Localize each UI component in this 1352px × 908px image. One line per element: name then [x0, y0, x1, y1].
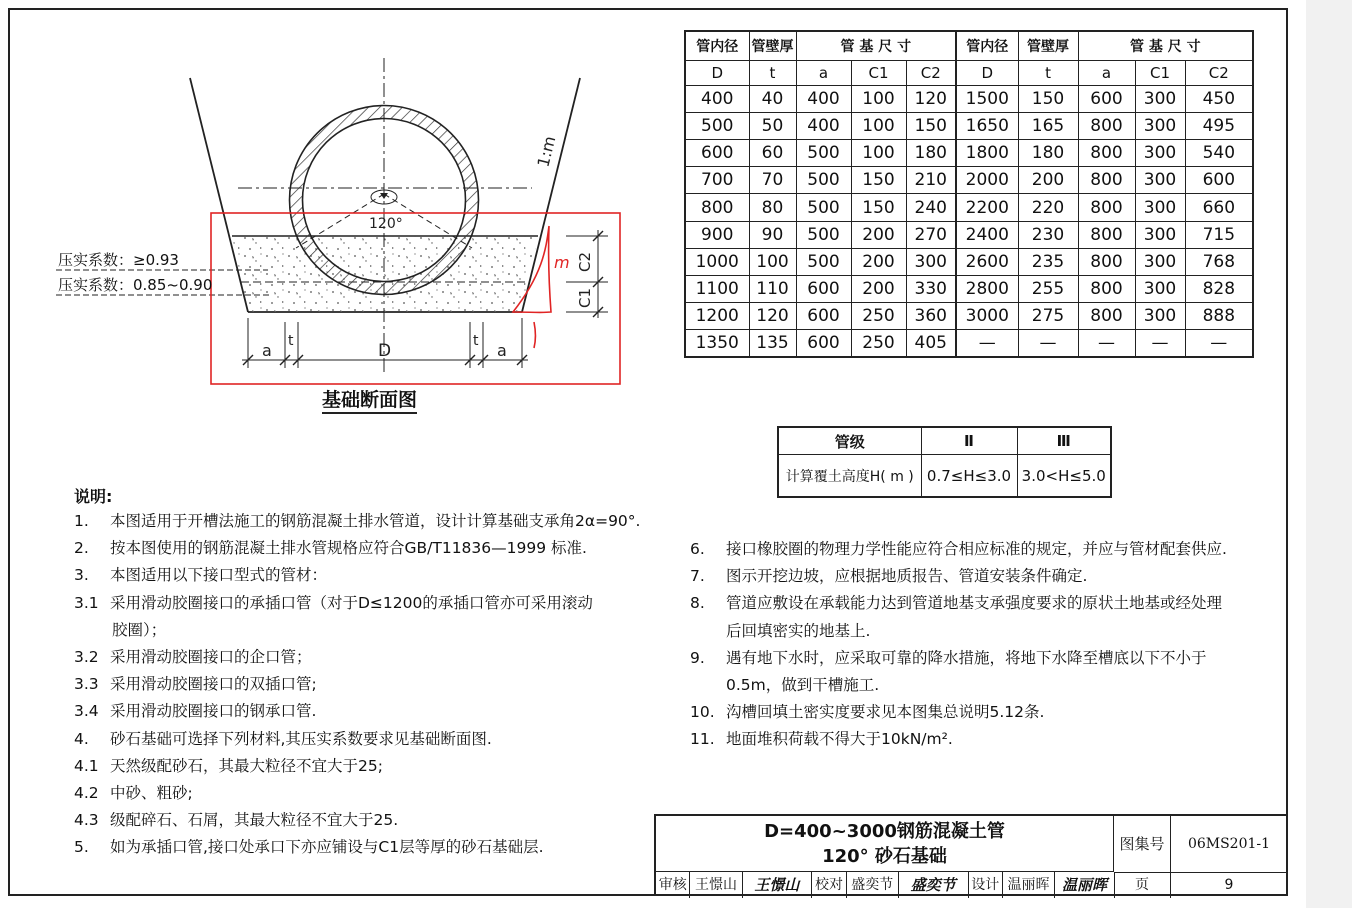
- table-cell: 2200: [956, 194, 1018, 221]
- note-item: [74, 671, 664, 698]
- table-header-row: [685, 31, 1253, 61]
- note-number: 8.: [690, 594, 705, 613]
- subheader-cell: C1: [1135, 61, 1185, 86]
- review-name: 王憬山: [690, 872, 742, 898]
- table-cell: 500: [796, 248, 851, 275]
- note-number: 3.: [74, 566, 89, 585]
- dim-a-right: a: [497, 341, 507, 360]
- table-cell: 250: [851, 302, 906, 329]
- table-cell: 600: [796, 329, 851, 357]
- note-number: 2.: [74, 539, 89, 558]
- table-cell: 180: [1018, 140, 1078, 167]
- table-cell: 400: [796, 113, 851, 140]
- subheader-cell: a: [796, 61, 851, 86]
- note-item: [74, 535, 664, 562]
- table-cell: 500: [685, 113, 749, 140]
- table-cell: 1100: [685, 275, 749, 302]
- note-number: 4.3: [74, 811, 99, 830]
- table-cell: 70: [749, 167, 796, 194]
- table-cell: 400: [685, 86, 749, 113]
- table-cell: 800: [1078, 275, 1135, 302]
- table-cell: 235: [1018, 248, 1078, 275]
- compaction-lower-label: 压实系数：0.85~0.90: [58, 276, 213, 294]
- signature-row: [656, 872, 1115, 898]
- table-cell: 888: [1185, 302, 1253, 329]
- dim-t-right: t: [473, 333, 479, 349]
- table-cell: 300: [1135, 275, 1185, 302]
- design-label: 设计: [969, 872, 1003, 898]
- note-number: 9.: [690, 648, 705, 667]
- grade-header-row: [778, 427, 1111, 455]
- table-cell: 100: [851, 113, 906, 140]
- table-row: [685, 167, 1253, 194]
- note-text: 级配碎石、石屑，其最大粒径不宜大于25.: [110, 811, 399, 830]
- table-cell: —: [1135, 329, 1185, 357]
- notes-left-list: [74, 508, 664, 861]
- table-cell: 800: [1078, 113, 1135, 140]
- table-cell: 300: [1135, 248, 1185, 275]
- table-cell: 110: [749, 275, 796, 302]
- drawing-title-line1: D=400~3000钢筋混凝土管: [764, 821, 1005, 842]
- note-item: [74, 644, 664, 671]
- table-row: [685, 329, 1253, 357]
- header-wall-thickness: 管壁厚: [749, 31, 796, 61]
- table-cell: 828: [1185, 275, 1253, 302]
- note-item: [74, 617, 664, 644]
- subheader-cell: C1: [851, 61, 906, 86]
- table-cell: 100: [851, 86, 906, 113]
- review-signature: 王憬山: [743, 872, 813, 898]
- table-cell: 500: [796, 140, 851, 167]
- note-text: 砂石基础可选择下列材料,其压实系数要求见基础断面图.: [110, 729, 492, 748]
- table-row: [685, 302, 1253, 329]
- table-cell: 135: [749, 329, 796, 357]
- check-signature: 盛奕节: [899, 872, 969, 898]
- note-number: 3.2: [74, 647, 99, 666]
- note-number: 3.1: [74, 593, 99, 612]
- table-cell: 2800: [956, 275, 1018, 302]
- note-text: 接口橡胶圈的物理力学性能应符合相应标准的规定，并应与管材配套供应.: [726, 540, 1227, 558]
- note-item: [74, 780, 664, 807]
- table-cell: 80: [749, 194, 796, 221]
- table-cell: 1800: [956, 140, 1018, 167]
- note-item: [690, 699, 1280, 726]
- table-cell: 800: [1078, 302, 1135, 329]
- note-item: [74, 807, 664, 834]
- subheader-cell: D: [956, 61, 1018, 86]
- table-row: [685, 140, 1253, 167]
- table-cell: 250: [851, 329, 906, 357]
- note-item: [690, 726, 1280, 753]
- table-cell: 240: [906, 194, 956, 221]
- header-base-size-2: 管 基 尺 寸: [1078, 31, 1253, 61]
- table-cell: 200: [851, 248, 906, 275]
- viewer-scroll-gutter[interactable]: [1306, 0, 1352, 908]
- page-label: 页: [1114, 872, 1171, 898]
- red-handdrawn-tick: [534, 322, 536, 348]
- table-cell: 2600: [956, 248, 1018, 275]
- table-cell: 200: [851, 221, 906, 248]
- table-cell: 660: [1185, 194, 1253, 221]
- dim-a-left: a: [262, 341, 272, 360]
- table-cell: 200: [851, 275, 906, 302]
- table-cell: 100: [851, 140, 906, 167]
- table-cell: 60: [749, 140, 796, 167]
- note-item: [690, 645, 1280, 672]
- table-cell: 150: [1018, 86, 1078, 113]
- note-item: [74, 698, 664, 725]
- dim-c2: C2: [576, 251, 594, 272]
- table-cell: 360: [906, 302, 956, 329]
- title-block: [654, 814, 1288, 896]
- dim-c1: C1: [576, 287, 594, 308]
- drawing-title-line2: 120° 砂石基础: [822, 846, 947, 867]
- note-number: 6.: [690, 540, 705, 558]
- table-cell: 100: [749, 248, 796, 275]
- note-number: 11.: [690, 730, 715, 749]
- note-text: 中砂、粗砂;: [110, 783, 193, 802]
- note-text: 如为承插口管,接口处承口下亦应铺设与C1层等厚的砂石基础层.: [110, 838, 544, 857]
- cover-height-label: 计算覆土高度H( m ): [778, 455, 921, 498]
- table-cell: 150: [906, 113, 956, 140]
- note-text: 图示开挖边坡，应根据地质报告、管道安装条件确定.: [726, 567, 1088, 586]
- table-row: [685, 194, 1253, 221]
- note-item: [74, 753, 664, 780]
- section-title: 基础断面图: [322, 388, 417, 414]
- table-subheader-row: [685, 61, 1253, 86]
- note-number: 5.: [74, 838, 89, 857]
- note-text: 天然级配砂石，其最大粒径不宜大于25;: [110, 756, 383, 775]
- table-cell: 3000: [956, 302, 1018, 329]
- table-cell: 495: [1185, 113, 1253, 140]
- dim-t-left: t: [288, 333, 294, 349]
- note-text: 本图适用以下接口型式的管材：: [110, 566, 328, 585]
- table-row: [685, 86, 1253, 113]
- note-text: 遇有地下水时，应采取可靠的降水措施，将地下水降至槽底以下不小于: [726, 648, 1207, 667]
- subheader-cell: C2: [906, 61, 956, 86]
- check-label: 校对: [812, 872, 846, 898]
- note-text: 沟槽回填土密实度要求见本图集总说明5.12条.: [726, 703, 1045, 722]
- atlas-number-value: 06MS201-1: [1170, 816, 1288, 873]
- table-cell: 540: [1185, 140, 1253, 167]
- table-cell: 405: [906, 329, 956, 357]
- notes-right-list: [690, 536, 1280, 754]
- table-cell: 275: [1018, 302, 1078, 329]
- grade-3-range: 3.0<H≤5.0: [1017, 455, 1111, 498]
- drawing-title: [656, 816, 1114, 872]
- note-text: 后回填密实的地基上.: [726, 621, 871, 640]
- dim-d: D: [378, 341, 392, 361]
- foundation-section-drawing: [0, 0, 660, 420]
- table-cell: 600: [796, 275, 851, 302]
- note-text: 0.5m，做到干槽施工.: [726, 675, 880, 694]
- note-item: [690, 590, 1280, 617]
- table-cell: 120: [749, 302, 796, 329]
- atlas-number-label: 图集号: [1114, 816, 1171, 873]
- note-number: 4.1: [74, 756, 99, 775]
- table-cell: 2400: [956, 221, 1018, 248]
- note-item: [74, 508, 664, 535]
- grade-2-range: 0.7≤H≤3.0: [921, 455, 1017, 498]
- header-wall-thickness-2: 管壁厚: [1018, 31, 1078, 61]
- table-cell: 800: [685, 194, 749, 221]
- table-cell: —: [1078, 329, 1135, 357]
- table-cell: 800: [1078, 221, 1135, 248]
- table-cell: 600: [1185, 167, 1253, 194]
- subheader-cell: a: [1078, 61, 1135, 86]
- table-cell: 150: [851, 194, 906, 221]
- table-cell: 300: [1135, 86, 1185, 113]
- subheader-cell: t: [1018, 61, 1078, 86]
- note-item: [690, 672, 1280, 699]
- note-item: [74, 834, 664, 861]
- review-label: 审核: [656, 872, 690, 898]
- note-text: 采用滑动胶圈接口的钢承口管.: [110, 702, 317, 721]
- table-cell: 600: [685, 140, 749, 167]
- table-cell: 220: [1018, 194, 1078, 221]
- table-cell: 800: [1078, 248, 1135, 275]
- table-cell: 1200: [685, 302, 749, 329]
- table-row: [685, 221, 1253, 248]
- grade-3-header: Ⅲ: [1017, 427, 1111, 455]
- note-item: [74, 590, 664, 617]
- note-text: 按本图使用的钢筋混凝土排水管规格应符合GB/T11836—1999 标准.: [110, 539, 587, 558]
- design-name: 温丽晖: [1003, 872, 1055, 898]
- table-cell: 165: [1018, 113, 1078, 140]
- note-text: 管道应敷设在承载能力达到管道地基支承强度要求的原状土地基或经处理: [726, 594, 1223, 613]
- table-cell: 210: [906, 167, 956, 194]
- subheader-cell: C2: [1185, 61, 1253, 86]
- note-number: 3.4: [74, 702, 99, 721]
- grade-2-header: Ⅱ: [921, 427, 1017, 455]
- trench-right-wall: [522, 78, 580, 312]
- table-cell: 1650: [956, 113, 1018, 140]
- table-cell: 715: [1185, 221, 1253, 248]
- table-cell: 180: [906, 140, 956, 167]
- angle-label: 120°: [369, 216, 403, 232]
- note-item: [690, 618, 1280, 645]
- design-signature: 温丽晖: [1062, 876, 1108, 894]
- note-text: 采用滑动胶圈接口的双插口管;: [110, 675, 317, 694]
- table-cell: 800: [1078, 140, 1135, 167]
- subheader-cell: D: [685, 61, 749, 86]
- table-cell: 400: [796, 86, 851, 113]
- table-cell: 2000: [956, 167, 1018, 194]
- table-cell: 700: [685, 167, 749, 194]
- table-cell: 500: [796, 194, 851, 221]
- note-text: 地面堆积荷载不得大于10kN/m².: [726, 730, 953, 749]
- note-number: 4.: [74, 729, 89, 748]
- table-row: [685, 275, 1253, 302]
- notes-title: 说明:: [74, 487, 113, 506]
- table-cell: 500: [796, 167, 851, 194]
- table-cell: 330: [906, 275, 956, 302]
- table-cell: 270: [906, 221, 956, 248]
- table-cell: 1000: [685, 248, 749, 275]
- table-cell: 230: [1018, 221, 1078, 248]
- pipe-dimension-table: [684, 30, 1254, 358]
- table-cell: 1500: [956, 86, 1018, 113]
- table-row: [685, 113, 1253, 140]
- slope-label: 1:m: [533, 134, 560, 169]
- table-cell: 300: [1135, 302, 1185, 329]
- table-cell: 50: [749, 113, 796, 140]
- table-cell: 800: [1078, 194, 1135, 221]
- table-cell: 300: [1135, 221, 1185, 248]
- check-name: 盛奕节: [847, 872, 899, 898]
- table-cell: 120: [906, 86, 956, 113]
- grade-value-row: [778, 455, 1111, 498]
- table-cell: 768: [1185, 248, 1253, 275]
- compaction-upper-label: 压实系数：≥0.93: [58, 251, 179, 269]
- note-item: [74, 726, 664, 753]
- table-cell: 1350: [685, 329, 749, 357]
- table-cell: 200: [1018, 167, 1078, 194]
- sand-foundation: [232, 236, 538, 312]
- note-item: [74, 562, 664, 589]
- note-number: 10.: [690, 703, 715, 722]
- note-text: 采用滑动胶圈接口的企口管；: [110, 647, 312, 666]
- table-cell: 800: [1078, 167, 1135, 194]
- note-item: [690, 563, 1280, 590]
- table-cell: 600: [1078, 86, 1135, 113]
- page-number: 9: [1224, 877, 1234, 893]
- red-annotation-m: m: [554, 253, 570, 272]
- table-cell: 300: [1135, 140, 1185, 167]
- table-cell: 600: [796, 302, 851, 329]
- note-number: 1.: [74, 512, 89, 530]
- table-cell: 150: [851, 167, 906, 194]
- note-number: 4.2: [74, 783, 99, 802]
- header-inner-diameter: 管内径: [685, 31, 749, 61]
- table-cell: —: [1185, 329, 1253, 357]
- table-cell: 900: [685, 221, 749, 248]
- note-number: 3.3: [74, 675, 99, 694]
- header-base-size: 管 基 尺 寸: [796, 31, 956, 61]
- table-cell: 300: [1135, 194, 1185, 221]
- note-text: 本图适用于开槽法施工的钢筋混凝土排水管道，设计计算基础支承角2α=90°.: [110, 512, 641, 530]
- table-cell: 90: [749, 221, 796, 248]
- note-text: 采用滑动胶圈接口的承插口管（对于D≤1200的承插口管亦可采用滚动: [110, 593, 593, 612]
- table-cell: 255: [1018, 275, 1078, 302]
- note-text: 胶圈）；: [112, 620, 167, 639]
- table-cell: 300: [1135, 167, 1185, 194]
- note-number: 7.: [690, 567, 705, 586]
- pipe-grade-table: [777, 426, 1112, 498]
- table-cell: 300: [906, 248, 956, 275]
- table-cell: 450: [1185, 86, 1253, 113]
- table-cell: —: [1018, 329, 1078, 357]
- subheader-cell: t: [749, 61, 796, 86]
- table-cell: 500: [796, 221, 851, 248]
- table-body: [685, 86, 1253, 357]
- header-inner-diameter-2: 管内径: [956, 31, 1018, 61]
- grade-header-label: 管级: [778, 427, 921, 455]
- table-cell: 300: [1135, 113, 1185, 140]
- table-row: [685, 248, 1253, 275]
- note-item: [690, 536, 1280, 563]
- table-cell: 40: [749, 86, 796, 113]
- table-cell: —: [956, 329, 1018, 357]
